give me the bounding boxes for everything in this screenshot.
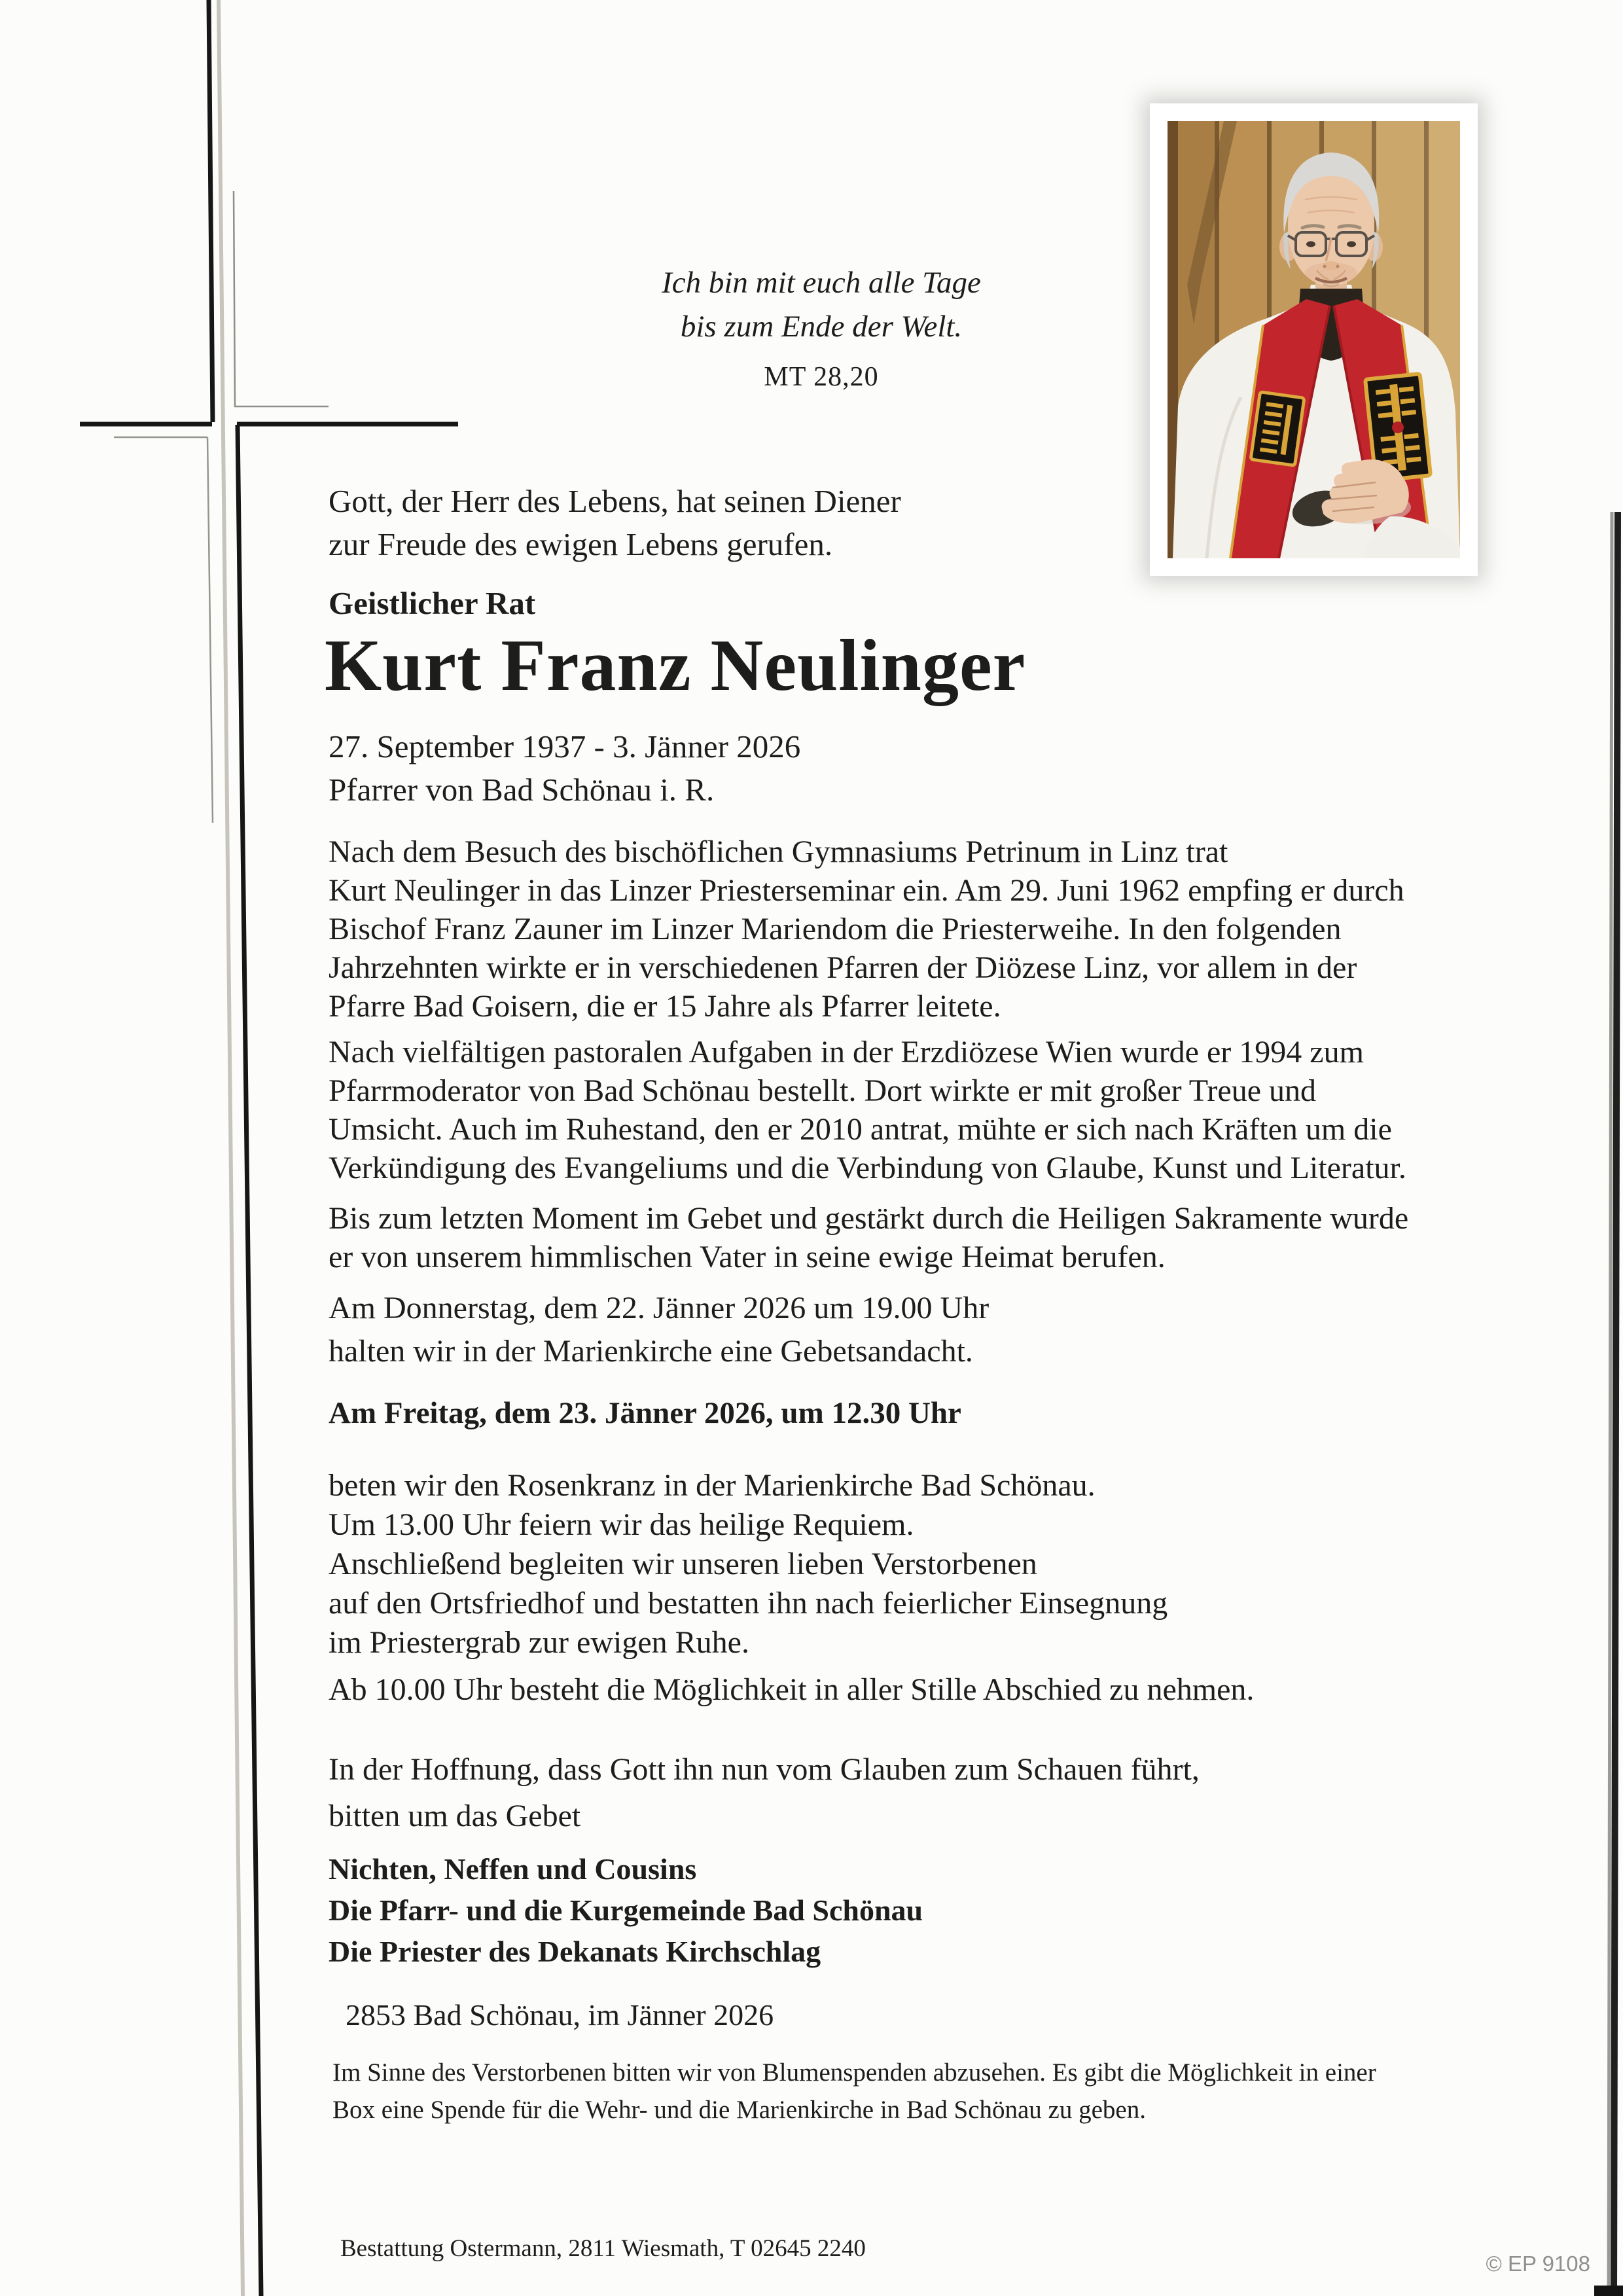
- honorific-title: Geistlicher Rat: [329, 585, 536, 621]
- mourners-list: [329, 1848, 923, 1972]
- biography-paragraph-1: [329, 833, 1404, 1026]
- opening-line: Gott, der Herr des Lebens, hat seinen Diener: [329, 483, 901, 519]
- vigil-announcement: [329, 1287, 989, 1373]
- print-code: © EP 9108: [1486, 2251, 1590, 2276]
- bio-line: Kurt Neulinger in das Linzer Priesterseminar ein. Am 29. Juni 1962 empfing er durch: [329, 873, 1404, 908]
- portrait-illustration: [1168, 121, 1460, 558]
- funeral-line: im Priestergrab zur ewigen Ruhe.: [329, 1625, 749, 1660]
- fold-line-gray: [219, 0, 243, 2296]
- biography-paragraph-3: [329, 1199, 1408, 1276]
- place-and-date: 2853 Bad Schönau, im Jänner 2026: [346, 1998, 774, 2032]
- portrait-photo: [1150, 103, 1478, 576]
- funeral-date-headline: Am Freitag, dem 23. Jänner 2026, um 12.30 Uhr: [329, 1396, 961, 1430]
- cross-vertical-top: [209, 0, 213, 422]
- opening-line: zur Freude des ewigen Lebens gerufen.: [329, 526, 833, 562]
- donation-note: [332, 2054, 1376, 2128]
- hope-statement: [329, 1746, 1200, 1839]
- mourner-entry: Die Priester des Dekanats Kirchschlag: [329, 1935, 821, 1968]
- stole-emblem-left: [1251, 392, 1304, 465]
- opening-statement: [329, 480, 901, 566]
- funeral-line: Um 13.00 Uhr feiern wir das heilige Requiem.: [329, 1507, 914, 1542]
- bio-line: Nach vielfältigen pastoralen Aufgaben in der Erzdiözese Wien wurde er 1994 zum: [329, 1035, 1364, 1069]
- page-edge-band: [1614, 512, 1618, 2296]
- funeral-line: beten wir den Rosenkranz in der Marienkirche Bad Schönau.: [329, 1468, 1096, 1503]
- funeral-home-footer: Bestattung Ostermann, 2811 Wiesmath, T 02645 2240: [340, 2235, 866, 2262]
- life-dates: 27. September 1937 - 3. Jänner 2026: [329, 728, 801, 764]
- quote-reference: MT 28,20: [764, 362, 879, 392]
- hope-line: bitten um das Gebet: [329, 1799, 581, 1833]
- vigil-line: Am Donnerstag, dem 22. Jänner 2026 um 19.00 Uhr: [329, 1291, 990, 1325]
- funeral-line: Anschließend begleiten wir unseren lieben Verstorbenen: [329, 1547, 1037, 1581]
- vigil-line: halten wir in der Marienkirche eine Gebetsandacht.: [329, 1334, 973, 1369]
- donation-line: Im Sinne des Verstorbenen bitten wir von Blumenspenden abzusehen. Es gibt die Möglichkeit in einer: [332, 2058, 1376, 2087]
- bio-line: Jahrzehnten wirkte er in verschiedenen Pfarren der Diözese Linz, vor allem in der: [329, 950, 1357, 985]
- bio-line: Pfarre Bad Goisern, die er 15 Jahre als Pfarrer leitete.: [329, 989, 1001, 1024]
- hope-line: In der Hoffnung, dass Gott ihn nun vom Glauben zum Schauen führt,: [329, 1752, 1200, 1787]
- quote-line: Ich bin mit euch alle Tage: [662, 266, 981, 300]
- mourner-entry: Die Pfarr- und die Kurgemeinde Bad Schönau: [329, 1893, 923, 1927]
- deceased-role: Pfarrer von Bad Schönau i. R.: [329, 772, 715, 808]
- bio-line: er von unserem himmlischen Vater in seine ewige Heimat berufen.: [329, 1240, 1166, 1274]
- bio-line: Bischof Franz Zauner im Linzer Mariendom die Priesterweihe. In den folgenden: [329, 912, 1342, 946]
- bio-line: Umsicht. Auch im Ruhestand, den er 2010 antrat, mühte er sich nach Kräften um die: [329, 1112, 1392, 1147]
- bio-line: Nach dem Besuch des bischöflichen Gymnasiums Petrinum in Linz trat: [329, 834, 1228, 869]
- shadow-line: [234, 191, 235, 406]
- farewell-note: Ab 10.00 Uhr besteht die Möglichkeit in aller Stille Abschied zu nehmen.: [329, 1672, 1255, 1707]
- funeral-details: [329, 1466, 1168, 1662]
- bio-line: Pfarrmoderator von Bad Schönau bestellt. Dort wirkte er mit großer Treue und: [329, 1073, 1316, 1108]
- funeral-line: auf den Ortsfriedhof und bestatten ihn nach feierlicher Einsegnung: [329, 1586, 1168, 1621]
- page-edge-foot: [1594, 2286, 1623, 2296]
- shadow-line: [207, 437, 213, 823]
- quote-line: bis zum Ende der Welt.: [680, 310, 963, 344]
- deceased-name: Kurt Franz Neulinger: [325, 625, 1026, 706]
- donation-line: Box eine Spende für die Wehr- und die Marienkirche in Bad Schönau zu geben.: [332, 2096, 1146, 2124]
- bio-line: Verkündigung des Evangeliums und die Verbindung von Glaube, Kunst und Literatur.: [329, 1151, 1406, 1185]
- mourner-entry: Nichten, Neffen und Cousins: [329, 1852, 697, 1886]
- biography-paragraph-2: [329, 1033, 1406, 1187]
- bible-quote: [609, 261, 1034, 399]
- bio-line: Bis zum letzten Moment im Gebet und gestärkt durch die Heiligen Sakramente wurde: [329, 1201, 1409, 1236]
